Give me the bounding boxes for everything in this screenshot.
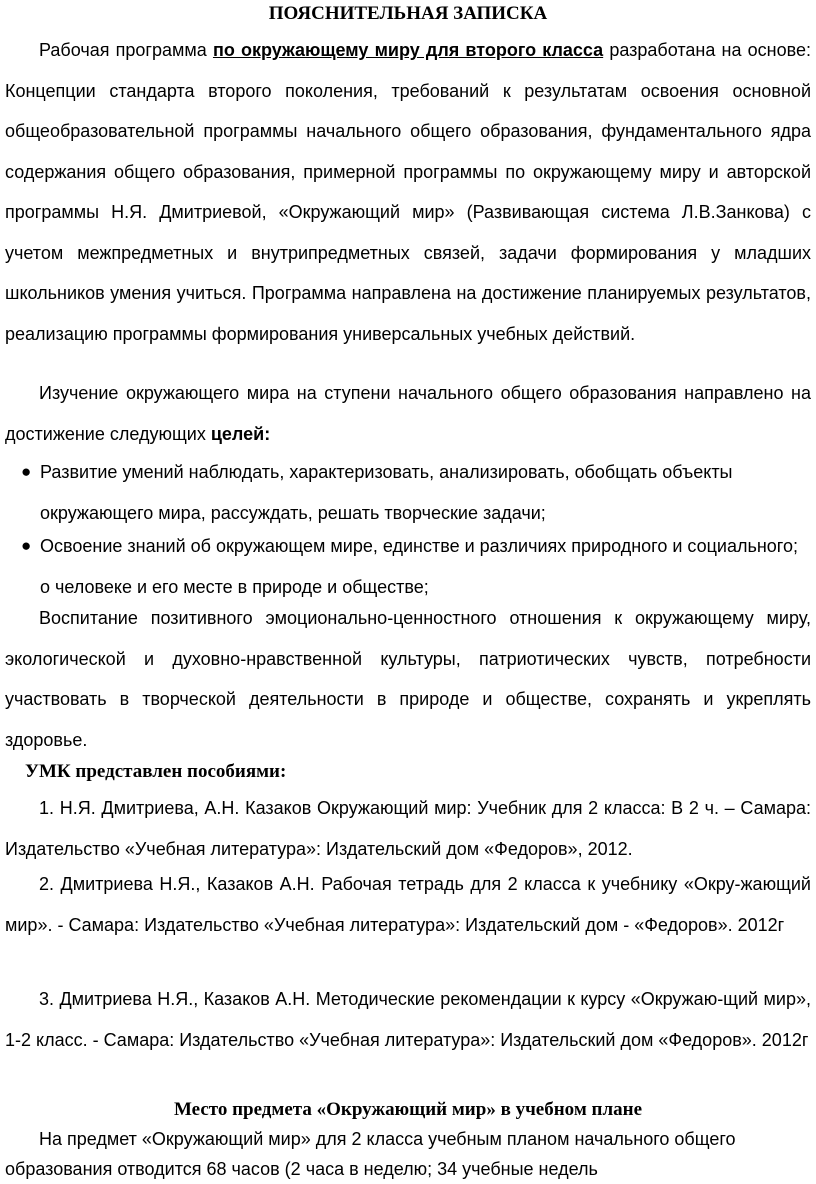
umk-heading: УМК представлен пособиями: — [25, 761, 287, 782]
intro-rest: разработана на основе: Концепции стандарта второго поколения, требований к результатам освоения основной общеобразовательной программы начального общего образования, фундаментального ядра содержания общего образования, примерной программы по окружающему миру и авторской программы Н.Я. Дмитриевой, «Окружающий мир» (Развивающая система Л.В.Занкова) с учетом межпредметных и внутрипредметных связей, задачи формирования у младших школьников умения учиться. Программа направлена на достижение планируемых результатов, реализацию программы формирования универсальных учебных действий. — [5, 40, 811, 344]
upbringing-paragraph: Воспитание позитивного эмоционально-ценностного отношения к окружающему миру, экологической и духовно-нравственной культуры, патриотических чувств, потребности участвовать в творческой деятельности в природе и обществе, сохранять и укреплять здоровье. — [5, 608, 811, 750]
bullet-text: Развитие умений наблюдать, характеризовать, анализировать, обобщать объекты окружающего мира, рассуждать, решать творческие задачи; — [40, 462, 733, 523]
goals-intro-text: Изучение окружающего мира на ступени начального общего образования направлено на достижение следующих — [5, 383, 811, 444]
bullet-dot-icon: ● — [21, 462, 32, 481]
place-paragraph: На предмет «Окружающий мир» для 2 класса учебным планом начального общего образования отводится 68 часов (2 часа в неделю; 34 учебные недель — [5, 1129, 736, 1179]
place-heading: Место предмета «Окружающий мир» в учебном плане — [173, 1099, 642, 1120]
intro-lead: Рабочая программа — [39, 40, 213, 60]
umk-item: 2. Дмитриева Н.Я., Казаков А.Н. Рабочая тетрадь для 2 класса к учебнику «Окру-жающий мир». - Самара: Издательство «Учебная литература»: Издательский дом - «Федоров». 2012г — [5, 874, 811, 935]
umk-item: 3. Дмитриева Н.Я., Казаков А.Н. Методические рекомендации к курсу «Окружаю-щий мир», 1-2 класс. - Самара: Издательство «Учебная литература»: Издательский дом «Федоров». 2012г — [5, 989, 811, 1050]
bullet-item — [5, 526, 811, 607]
intro-paragraph — [5, 30, 811, 354]
bullet-dot-icon: ● — [21, 536, 32, 555]
goals-intro-bold: целей: — [210, 423, 271, 444]
bullet-text: Освоение знаний об окружающем мире, единстве и различиях природного и социального; о человеке и его месте в природе и обществе; — [40, 536, 798, 597]
goals-intro-paragraph — [5, 373, 811, 454]
bullet-item — [5, 452, 811, 533]
umk-item: 1. Н.Я. Дмитриева, А.Н. Казаков Окружающий мир: Учебник для 2 класса: В 2 ч. – Самара: Издательство «Учебная литература»: Издательский дом «Федоров», 2012. — [5, 798, 811, 859]
intro-subject: по окружающему миру для второго класса — [212, 40, 604, 60]
document-title: ПОЯСНИТЕЛЬНАЯ ЗАПИСКА — [268, 3, 548, 24]
